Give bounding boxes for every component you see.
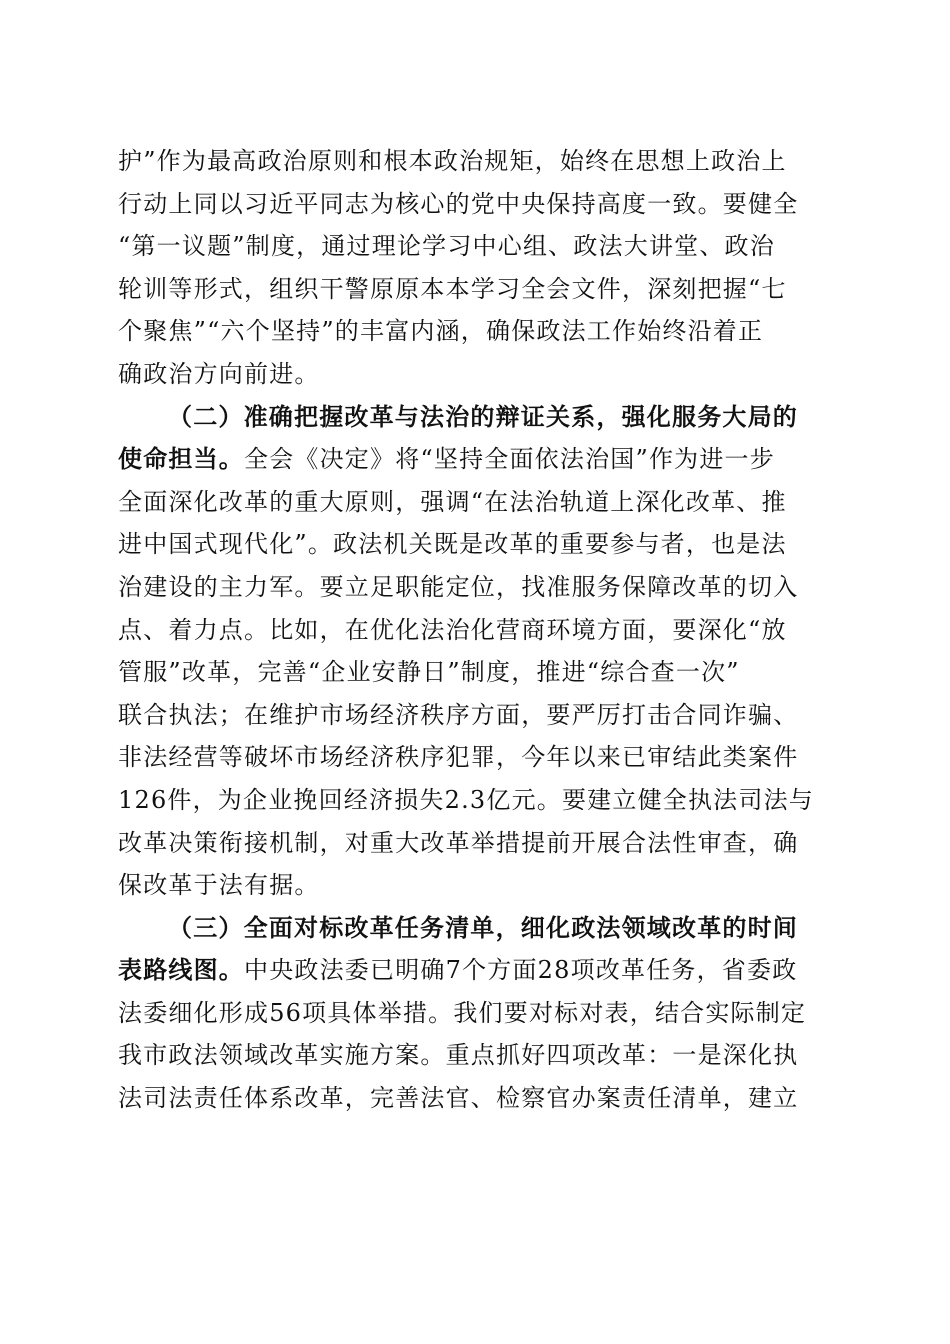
paragraph-3 (118, 907, 824, 1120)
text-line: 法司法责任体系改革，完善法官、检察官办案责任清单，建立 (118, 1084, 799, 1113)
section-heading-3-end: 表路线图。 (118, 956, 244, 985)
text-line: 轮训等形式，组织干警原原本本学习全会文件，深刻把握“七 (118, 274, 787, 303)
text-line: 全面深化改革的重大原则，强调“在法治轨道上深化改革、推 (118, 487, 787, 516)
text-line: 进中国式现代化”。政法机关既是改革的重要参与者，也是法 (118, 530, 787, 559)
paragraph-2 (118, 396, 824, 907)
text-line: 126件，为企业挽回经济损失2.3亿元。要建立健全执法司法与 (118, 785, 814, 814)
section-heading-2: （二）准确把握改革与法治的辩证关系，强化服务大局的 (168, 402, 798, 431)
document-body (118, 140, 824, 1120)
section-heading-3: （三）全面对标改革任务清单，细化政法领域改革的时间 (168, 913, 798, 942)
text-line: 管服”改革，完善“企业安静日”制度，推进“综合查一次” (118, 658, 740, 687)
text-line (118, 438, 824, 481)
text-run: 中央政法委已明确7个方面28项改革任务，省委政 (244, 956, 798, 985)
text-line: 改革决策衔接机制，对重大改革举措提前开展合法性审查，确 (118, 828, 799, 857)
text-line: 行动上同以习近平同志为核心的党中央保持高度一致。要健全 (118, 189, 799, 218)
text-line: 我市政法领域改革实施方案。重点抓好四项改革：一是深化执 (118, 1041, 799, 1070)
text-line: 联合执法；在维护市场经济秩序方面，要严厉打击合同诈骗、 (118, 700, 799, 729)
text-line: 护”作为最高政治原则和根本政治规矩，始终在思想上政治上 (118, 147, 787, 175)
text-line: 治建设的主力军。要立足职能定位，找准服务保障改革的切入 (118, 572, 799, 601)
text-line: 非法经营等破坏市场经济秩序犯罪，今年以来已审结此类案件 (118, 743, 799, 772)
text-run: 全会《决定》将“坚持全面依法治国”作为进一步 (244, 445, 775, 474)
paragraph-1 (118, 140, 824, 396)
text-line: 保改革于法有据。 (118, 871, 320, 900)
text-line: 个聚焦”“六个坚持”的丰富内涵，确保政法工作始终沿着正 (118, 317, 764, 346)
text-line: “第一议题”制度，通过理论学习中心组、政法大讲堂、政治 (118, 232, 775, 261)
text-line (118, 949, 824, 992)
text-line: 法委细化形成56项具体举措。我们要对标对表，结合实际制定 (118, 998, 807, 1027)
text-line: 确政治方向前进。 (118, 359, 320, 388)
section-heading-2-end: 使命担当。 (118, 445, 244, 474)
text-line: 点、着力点。比如，在优化法治化营商环境方面，要深化“放 (118, 615, 787, 644)
